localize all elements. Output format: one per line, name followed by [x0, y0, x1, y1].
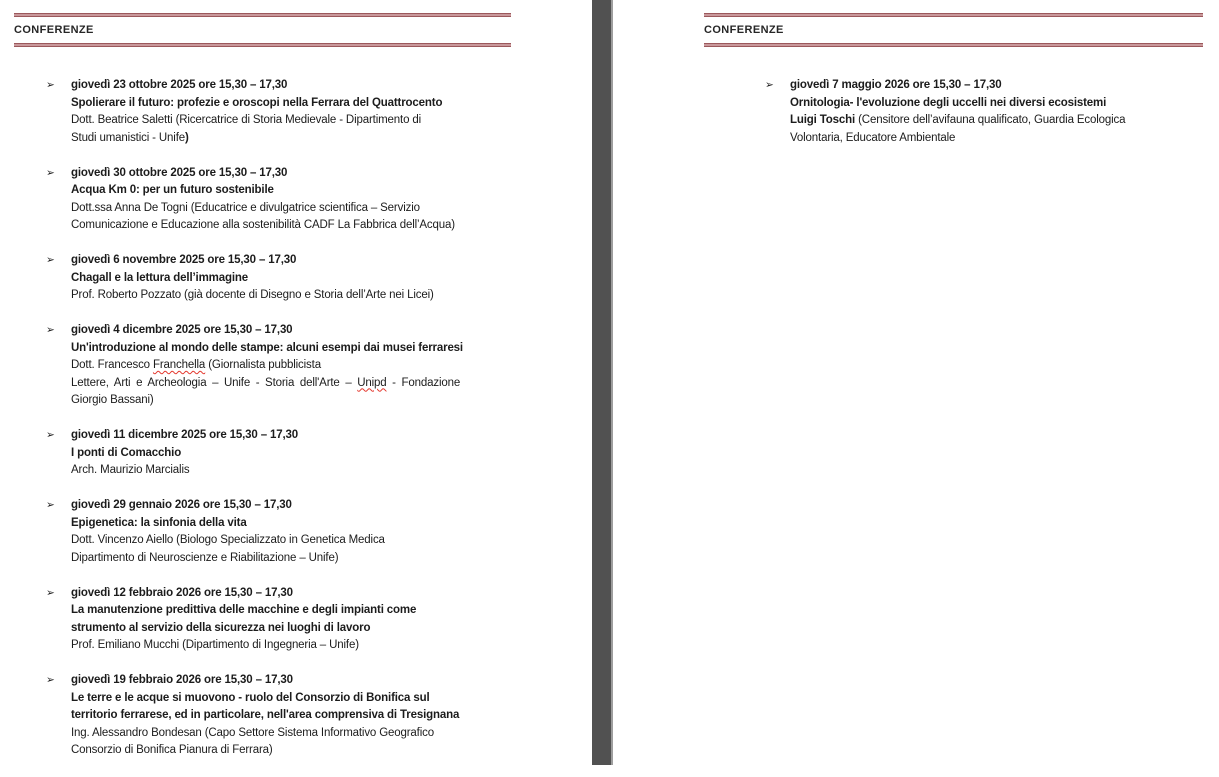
entry-line [71, 200, 551, 218]
conference-entry [46, 165, 551, 235]
entry-text: (Censitore dell’avifauna qualificato, Guardia Ecologica [855, 114, 1126, 126]
document-page-right [613, 0, 1219, 765]
entry-line [71, 427, 551, 445]
conference-entry [46, 322, 551, 410]
entry-line [790, 112, 1210, 130]
entry-line [71, 497, 551, 515]
entry-text: Lettere, Arti e Archeologia – Unife - Storia dell'Arte – [71, 376, 358, 389]
entry-text: giovedì 19 febbraio 2026 ore 15,30 – 17,30 [71, 674, 293, 686]
conference-entry [765, 77, 1210, 147]
entry-text: giovedì 6 novembre 2025 ore 15,30 – 17,30 [71, 254, 297, 266]
conference-entry [46, 497, 551, 567]
entry-line [71, 165, 551, 183]
entry-text-block [71, 252, 551, 305]
entry-text: Prof. Roberto Pozzato (già docente di Disegno e Storia dell’Arte nei Licei) [71, 289, 434, 301]
entry-line [71, 672, 551, 690]
spellcheck-flagged-text: Franchella [152, 359, 206, 371]
entry-text: Giorgio Bassani) [71, 394, 154, 406]
entry-text: Studi umanistici - Unife [71, 131, 185, 144]
entry-text: Epigenetica: la sinfonia della vita [71, 516, 247, 529]
entry-line [71, 515, 551, 533]
entry-line [71, 725, 551, 743]
entry-text: giovedì 30 ottobre 2025 ore 15,30 – 17,30 [71, 166, 288, 179]
bullet-arrow-icon: ➢ [765, 79, 774, 91]
entry-line [71, 217, 551, 235]
entry-text: Prof. Emiliano Mucchi (Dipartimento di Ingegneria – Unife) [71, 639, 359, 651]
entry-line [71, 357, 551, 375]
conference-entry [46, 585, 551, 655]
entry-text: Dipartimento di Neuroscienze e Riabilitazione – Unife) [71, 551, 339, 564]
entry-line [71, 392, 551, 410]
entry-line [71, 620, 551, 638]
conference-entry [46, 427, 551, 480]
entry-line [790, 130, 1210, 148]
conference-entry [46, 252, 551, 305]
heading-rule-bottom [704, 43, 1203, 47]
conference-list-right [765, 77, 1210, 165]
entry-text-block [71, 427, 551, 480]
entry-line [71, 445, 551, 463]
entry-text-block [71, 672, 551, 760]
entry-line [71, 287, 551, 305]
page-gap-divider [592, 0, 613, 765]
bullet-arrow-icon: ➢ [46, 166, 55, 179]
entry-line [71, 95, 551, 113]
entry-text: strumento al servizio della sicurezza nei luoghi di lavoro [71, 621, 371, 634]
conference-list-left [46, 77, 551, 777]
entry-line [71, 690, 551, 708]
bullet-arrow-icon: ➢ [46, 324, 55, 336]
entry-text: Ing. Alessandro Bondesan (Capo Settore Sistema Informativo Geografico [71, 726, 434, 739]
entry-text: giovedì 29 gennaio 2026 ore 15,30 – 17,30 [71, 499, 292, 511]
entry-text: Un'introduzione al mondo delle stampe: alcuni esempi dai musei ferraresi [71, 341, 463, 354]
entry-text: giovedì 23 ottobre 2025 ore 15,30 – 17,30 [71, 79, 288, 91]
entry-text: giovedì 4 dicembre 2025 ore 15,30 – 17,30 [71, 324, 293, 336]
heading-rule-bottom [14, 43, 511, 47]
entry-line [71, 112, 551, 130]
entry-line [71, 462, 551, 480]
entry-text: Le terre e le acque si muovono - ruolo del Consorzio di Bonifica sul [71, 691, 430, 704]
entry-line [71, 270, 551, 288]
entry-text: - Fondazione [386, 376, 461, 389]
section-heading-right [704, 13, 1203, 47]
entry-line [71, 375, 551, 393]
entry-text-block [71, 585, 551, 655]
entry-text: (Giornalista pubblicista [205, 359, 321, 371]
entry-text: I ponti di Comacchio [71, 446, 182, 459]
bullet-arrow-icon: ➢ [46, 254, 55, 266]
conference-entry [46, 672, 551, 760]
entry-text: giovedì 12 febbraio 2026 ore 15,30 – 17,30 [71, 586, 293, 599]
entry-line [71, 532, 551, 550]
entry-text: Comunicazione e Educazione alla sostenibilità CADF La Fabbrica dell’Acqua) [71, 219, 455, 231]
bullet-arrow-icon: ➢ [46, 429, 55, 441]
entry-text: Chagall e la lettura dell’immagine [71, 271, 249, 284]
entry-line [71, 182, 551, 200]
entry-line [71, 637, 551, 655]
heading-rule-top [704, 13, 1203, 17]
entry-text: Volontaria, Educatore Ambientale [790, 131, 956, 144]
bullet-arrow-icon: ➢ [46, 586, 55, 599]
section-heading-left [14, 13, 511, 47]
entry-text: ) [185, 131, 189, 144]
bullet-arrow-icon: ➢ [46, 674, 55, 686]
entry-line [71, 550, 551, 568]
entry-text: Dott. Francesco [71, 359, 153, 371]
entry-line [71, 340, 551, 358]
entry-line [71, 602, 551, 620]
entry-text-block [790, 77, 1210, 147]
entry-line [71, 585, 551, 603]
entry-text: Dott.ssa Anna De Togni (Educatrice e divulgatrice scientifica – Servizio [71, 201, 420, 214]
entry-line [790, 77, 1210, 95]
bullet-arrow-icon: ➢ [46, 499, 55, 511]
heading-rule-top [14, 13, 511, 17]
entry-text-block [71, 165, 551, 235]
entry-line [71, 742, 551, 760]
entry-text: Dott. Beatrice Saletti (Ricercatrice di Storia Medievale - Dipartimento di [71, 114, 422, 126]
entry-text: giovedì 7 maggio 2026 ore 15,30 – 17,30 [790, 79, 1002, 91]
entry-line [71, 707, 551, 725]
bullet-arrow-icon: ➢ [46, 79, 55, 91]
entry-text: territorio ferrarese, ed in particolare, nell'area comprensiva di Tresignana [71, 709, 460, 721]
spellcheck-flagged-text: Unipd [357, 376, 387, 389]
entry-text: giovedì 11 dicembre 2025 ore 15,30 – 17,30 [71, 429, 299, 441]
entry-line [71, 322, 551, 340]
entry-text: Luigi Toschi [790, 114, 856, 126]
section-title: CONFERENZE [704, 24, 784, 36]
entry-line [71, 130, 551, 148]
entry-text-block [71, 322, 551, 410]
entry-text: Acqua Km 0: per un futuro sostenibile [71, 184, 274, 196]
entry-text: Consorzio di Bonifica Pianura di Ferrara) [71, 744, 273, 756]
document-page-left [0, 0, 592, 765]
entry-text: Arch. Maurizio Marcialis [71, 464, 190, 476]
entry-text: Ornitologia- l'evoluzione degli uccelli nei diversi ecosistemi [790, 96, 1107, 109]
section-title: CONFERENZE [14, 24, 94, 36]
entry-text-block [71, 77, 551, 147]
conference-entry [46, 77, 551, 147]
entry-text: Dott. Vincenzo Aiello (Biologo Specializzato in Genetica Medica [71, 534, 385, 546]
entry-text: Spolierare il futuro: profezie e oroscopi nella Ferrara del Quattrocento [71, 96, 443, 109]
entry-line [790, 95, 1210, 113]
entry-text: La manutenzione predittiva delle macchine e degli impianti come [71, 604, 417, 616]
entry-line [71, 77, 551, 95]
entry-text-block [71, 497, 551, 567]
entry-line [71, 252, 551, 270]
